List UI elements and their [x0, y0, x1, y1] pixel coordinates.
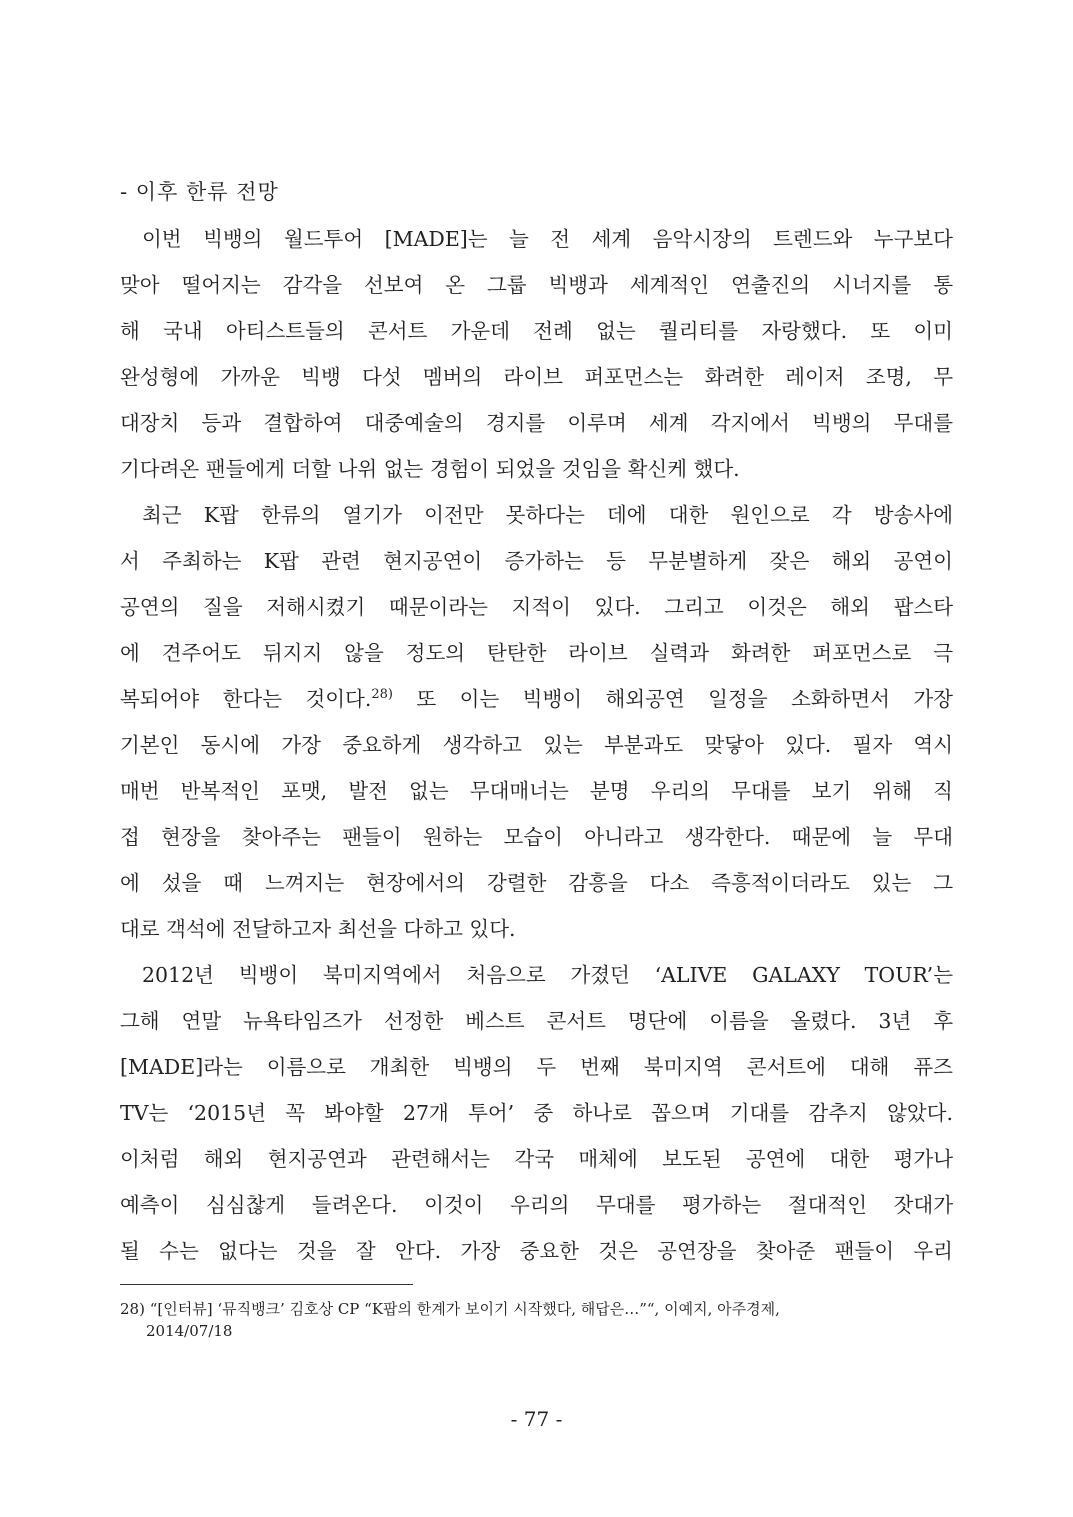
body-line: 될 수는 없다는 것을 잘 안다. 가장 중요한 것은 공연장을 찾아준 팬들이 우리 [120, 1239, 953, 1263]
body-line: 대장치 등과 결합하여 대중예술의 경지를 이루며 세계 각지에서 빅뱅의 무대를 [120, 411, 953, 435]
body-line: 매번 반복적인 포맷, 발전 없는 무대매너는 분명 우리의 무대를 보기 위해 직 [120, 779, 953, 803]
body-line: [MADE]라는 이름으로 개최한 빅뱅의 두 번째 북미지역 콘서트에 대해 퓨즈 [120, 1055, 953, 1079]
body-line: 이번 빅뱅의 월드투어 [MADE]는 늘 전 세계 음악시장의 트렌드와 누구보다 [142, 227, 953, 251]
body-line: 맞아 떨어지는 감각을 선보여 온 그룹 빅뱅과 세계적인 연출진의 시너지를 통 [120, 273, 953, 297]
body-line: TV는 ‘2015년 꼭 봐야할 27개 투어’ 중 하나로 꼽으며 기대를 감추지 않았다. [120, 1101, 953, 1125]
body-line: 서 주최하는 K팝 관련 현지공연이 증가하는 등 무분별하게 잦은 해외 공연이 [120, 549, 953, 573]
footnote-date: 2014/07/18 [146, 1322, 233, 1340]
body-text: 복되어야 한다는 것이다. [120, 687, 372, 711]
footnote-divider [120, 1284, 413, 1285]
body-line: 접 현장을 찾아주는 팬들이 원하는 모습이 아니라고 생각한다. 때문에 늘 무대 [120, 825, 953, 849]
body-line: 에 섰을 때 느껴지는 현장에서의 강렬한 감흥을 다소 즉흥적이더라도 있는 그 [120, 871, 953, 895]
footnote-text: 28) “[인터뷰] ‘뮤직뱅크’ 김호상 CP “K팝의 한계가 보이기 시작했다, 해답은…”“, 이예지, 아주경제, [120, 1300, 780, 1318]
body-line: 그해 연말 뉴욕타임즈가 선정한 베스트 콘서트 명단에 이름을 올렸다. 3년 후 [120, 1009, 953, 1033]
body-line: 에 견주어도 뒤지지 않을 정도의 탄탄한 라이브 실력과 화려한 퍼포먼스로 극 [120, 641, 953, 665]
body-line: 기다려온 팬들에게 더할 나위 없는 경험이 되었을 것임을 확신케 했다. [120, 457, 740, 481]
body-line: 해 국내 아티스트들의 콘서트 가운데 전례 없는 퀄리티를 자랑했다. 또 이미 [120, 319, 953, 343]
body-text: 또 이는 빅뱅이 해외공연 일정을 소화하면서 가장 [393, 687, 953, 711]
body-line: 공연의 질을 저해시켰기 때문이라는 지적이 있다. 그리고 이것은 해외 팝스타 [120, 595, 953, 619]
footnote-reference: 28) [371, 687, 394, 703]
body-line: 대로 객석에 전달하고자 최선을 다하고 있다. [120, 917, 516, 941]
body-line: 이처럼 해외 현지공연과 관련해서는 각국 매체에 보도된 공연에 대한 평가나 [120, 1147, 953, 1171]
body-line: 기본인 동시에 가장 중요하게 생각하고 있는 부분과도 맞닿아 있다. 필자 역시 [120, 733, 953, 757]
page-number: - 77 - [510, 1407, 563, 1431]
body-line: 예측이 심심찮게 들려온다. 이것이 우리의 무대를 평가하는 절대적인 잣대가 [120, 1193, 953, 1217]
section-heading: - 이후 한류 전망 [120, 180, 279, 204]
body-line-with-footnote [120, 682, 953, 712]
body-line: 최근 K팝 한류의 열기가 이전만 못하다는 데에 대한 원인으로 각 방송사에 [142, 503, 953, 527]
body-line: 2012년 빅뱅이 북미지역에서 처음으로 가졌던 ‘ALIVE GALAXY TOUR’는 [142, 963, 953, 987]
body-line: 완성형에 가까운 빅뱅 다섯 멤버의 라이브 퍼포먼스는 화려한 레이저 조명, 무 [120, 365, 953, 389]
